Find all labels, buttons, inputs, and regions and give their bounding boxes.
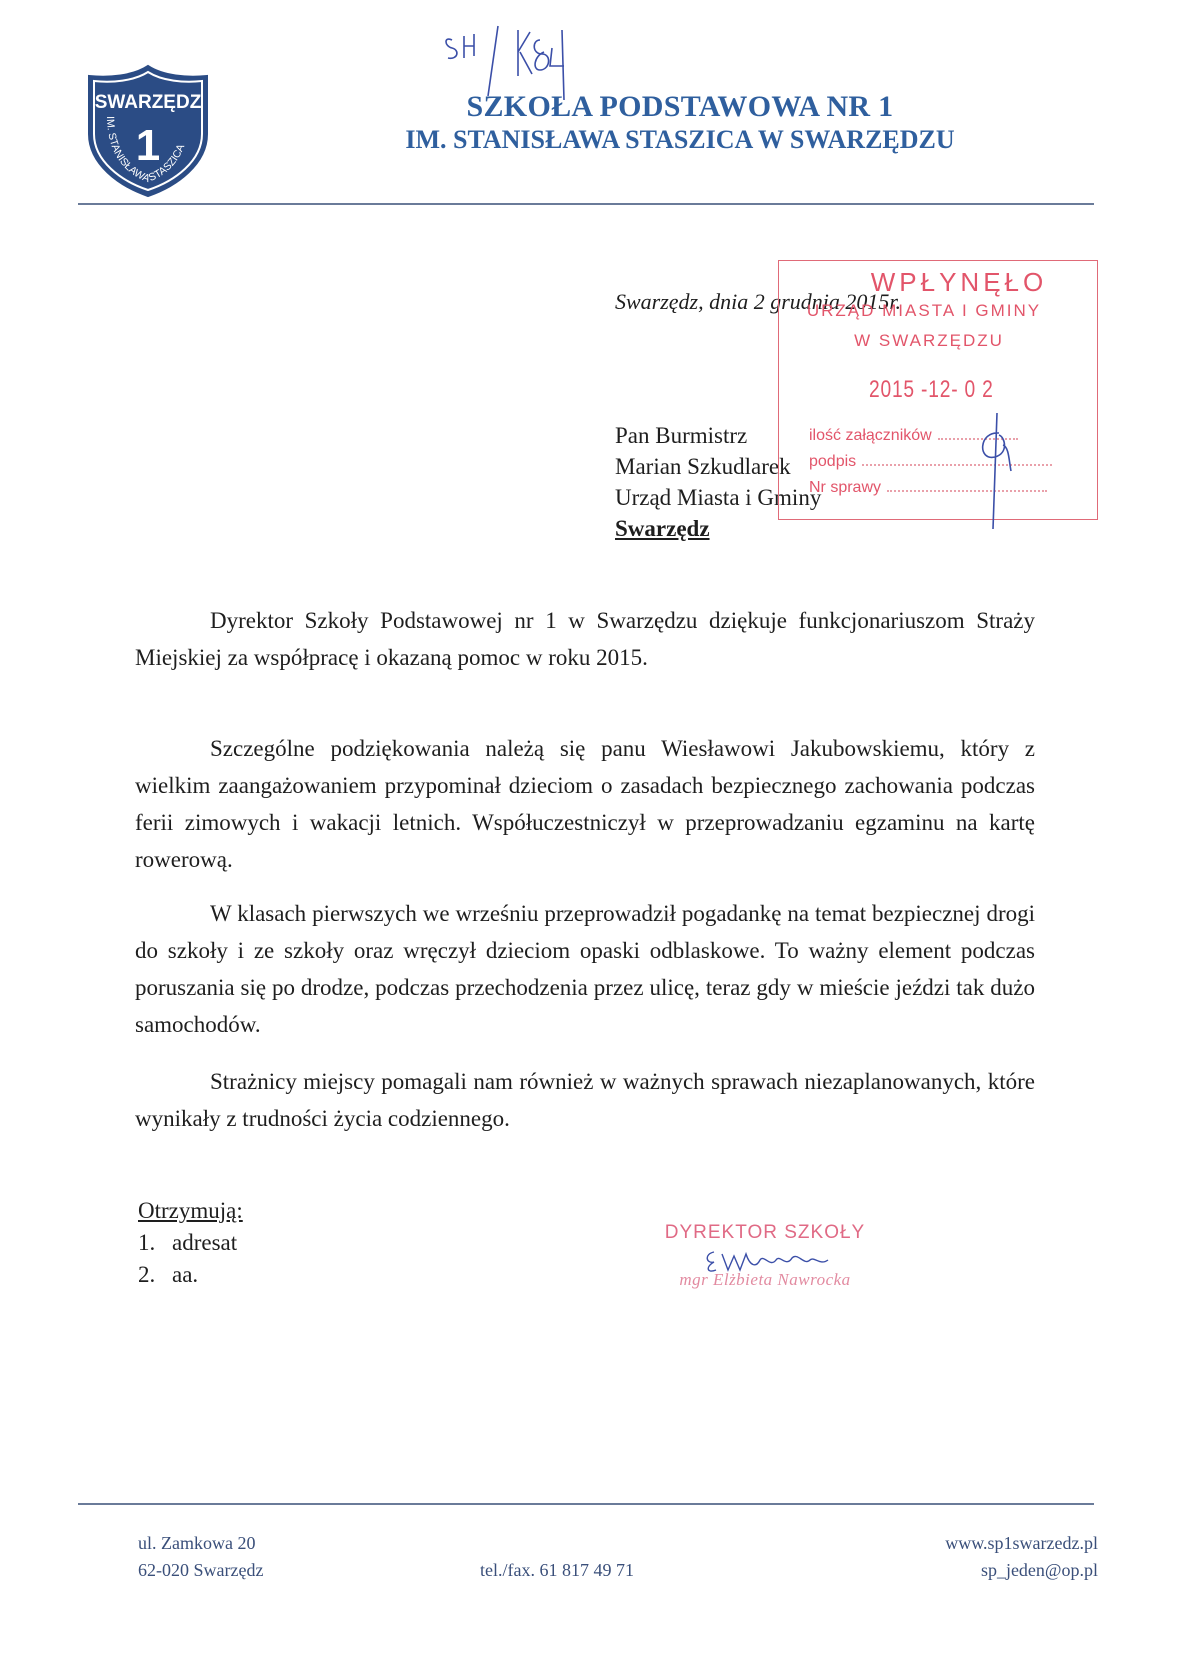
- body-paragraph-3: W klasach pierwszych we wrześniu przeprowadził pogadankę na temat bezpiecznej drogi do szkoły i ze szkoły oraz wręczył dzieciom opaski odblaskowe. To ważny element podczas poruszania się po drodze, podczas przechodzenia przez ulicę, teraz gdy w mieście jeździ tak dużo samochodów.: [135, 901, 1035, 1037]
- handwritten-reference: [440, 12, 610, 102]
- recipient-item: 2. aa.: [138, 1262, 199, 1287]
- date-line: Swarzędz, dnia 2 grudnia 2015r.: [615, 289, 902, 314]
- recipients-list: [138, 1195, 243, 1291]
- header-divider: [78, 203, 1094, 205]
- addressee-name: Marian Szkudlarek: [615, 454, 791, 479]
- footer-contact: [945, 1530, 1098, 1584]
- stamp-field-label: ilość załączników: [809, 427, 932, 444]
- footer-website[interactable]: www.sp1swarzedz.pl: [945, 1533, 1098, 1553]
- body-paragraph-4: Strażnicy miejscy pomagali nam również w ważnych sprawach niezaplanowanych, które wynikały z trudności życia codziennego.: [135, 1069, 1035, 1131]
- svg-text:SWARZĘDZ: SWARZĘDZ: [94, 92, 202, 113]
- footer-divider: [78, 1503, 1094, 1505]
- stamp-field-label: Nr sprawy: [809, 479, 882, 496]
- stamp-office: URZĄD MIASTA I GMINY: [806, 301, 1042, 320]
- handwritten-initials: [969, 411, 1029, 531]
- footer-address: [138, 1530, 263, 1584]
- handwritten-signature: [700, 1246, 840, 1276]
- recipient-item: 1. adresat: [138, 1230, 238, 1255]
- signature-name: mgr Elżbieta Nawrocka: [679, 1270, 851, 1289]
- received-stamp: [778, 260, 1098, 520]
- addressee-office: Urząd Miasta i Gminy: [615, 485, 822, 510]
- svg-text:1: 1: [135, 121, 161, 170]
- footer-email[interactable]: sp_jeden@op.pl: [980, 1560, 1098, 1580]
- school-subtitle: IM. STANISŁAWA STASZICA W SWARZĘDZU: [405, 125, 955, 154]
- addressee-city: Swarzędz: [615, 516, 710, 541]
- stamp-title: WPŁYNĘŁO: [870, 267, 1048, 297]
- body-paragraph-2: Szczególne podziękowania należą się panu Wiesławowi Jakubowskiemu, który z wielkim zaangażowaniem przypominał dzieciom o zasadach bezpiecznego zachowania podczas ferii zimowych i wakacji letnich. Współuczestniczył w przeprowadzaniu egzaminu na kartę rowerową.: [135, 736, 1035, 872]
- body-paragraph-1: Dyrektor Szkoły Podstawowej nr 1 w Swarzędzu dziękuje funkcjonariuszom Straży Miejskiej za współpracę i okazaną pomoc w roku 2015.: [135, 608, 1035, 670]
- signature-stamp: [600, 1222, 930, 1290]
- stamp-date: 2015 -12- 0 2: [869, 376, 994, 403]
- footer-street: ul. Zamkowa 20: [138, 1533, 256, 1553]
- recipients-heading: Otrzymują:: [138, 1198, 243, 1223]
- footer-phone: tel./fax. 61 817 49 71: [480, 1560, 634, 1580]
- stamp-city: W SWARZĘDZU: [854, 331, 1004, 350]
- stamp-field-label: podpis: [809, 453, 857, 470]
- school-name: SZKOŁA PODSTAWOWA NR 1: [466, 90, 894, 123]
- svg-text:IM. STANISŁAWA STASZICA: IM. STANISŁAWA STASZICA: [103, 115, 188, 185]
- footer-postal-city: 62-020 Swarzędz: [138, 1560, 264, 1580]
- signature-title: DYREKTOR SZKOŁY: [664, 1222, 866, 1243]
- school-logo: [85, 64, 211, 198]
- shield-icon: [85, 64, 211, 198]
- addressee-title: Pan Burmistrz: [615, 423, 748, 448]
